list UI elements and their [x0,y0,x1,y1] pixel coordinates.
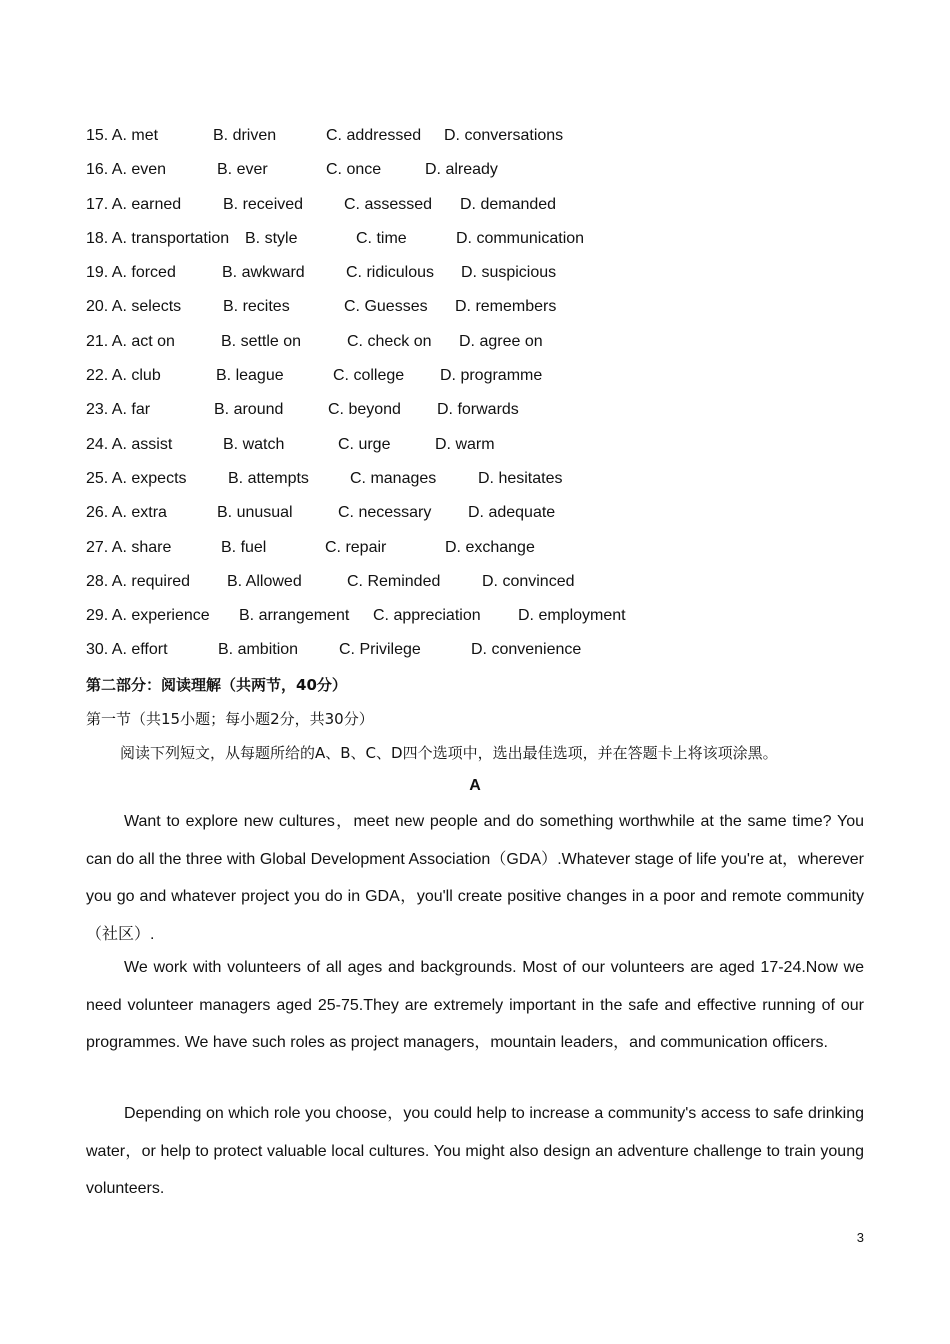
option-b: B. style [245,229,298,247]
option-a: 23. A. far [86,401,151,419]
passage-paragraph-3 [86,1095,864,1208]
option-d: D. conversations [444,127,564,144]
option-b: B. Allowed [227,572,302,590]
passage-paragraph-1 [86,803,864,953]
option-a: 18. A. transportation [86,229,230,247]
instruction-text: 阅读下列短文，从每题所给的A、B、C、D四个选项中，选出最佳选项，并在答题卡上将该项涂黑。 [120,744,778,762]
option-a: 24. A. assist [86,435,173,453]
option-c: C. college [333,367,405,385]
option-d: D. convinced [482,572,575,590]
option-c: C. manages [350,469,437,487]
option-a: 16. A. even [86,161,167,179]
option-c: C. repair [325,538,387,556]
option-d: D. programme [440,367,543,385]
option-b: B. attempts [228,469,309,487]
option-d: D. convenience [471,641,582,659]
option-b: B. league [216,367,284,385]
option-b: B. awkward [222,264,305,282]
option-d: D. remembers [455,298,557,316]
option-a: 30. A. effort [86,641,168,659]
option-c: C. Privilege [339,641,421,659]
option-c: C. urge [338,435,391,453]
option-c: C. check on [347,332,432,350]
paragraph-text: Want to explore new cultures，meet new people and do something worthwhile at the same time? You can do all the three with Global Development Association（GDA）.Whatever stage of life you're at，wherever you go and whatever project you do in GDA，you'll create positive changes in a poor and remote community（社区）. [86,813,864,943]
option-d: D. employment [518,607,626,625]
option-a: 15. A. met [86,127,159,144]
option-c: C. time [356,229,407,247]
option-b: B. arrangement [239,607,350,625]
option-c: C. necessary [338,504,432,522]
option-a: 27. A. share [86,538,172,556]
page-number: 3 [856,1230,864,1245]
option-b: B. settle on [221,332,302,350]
option-d: D. communication [456,229,585,247]
option-b: B. ambition [218,641,299,659]
option-b: B. around [214,401,284,419]
section-title: 第二部分：阅读理解（共两节，40分） [86,676,347,694]
option-b: B. fuel [221,538,267,556]
section-subtitle: 第一节（共15小题；每小题2分，共30分） [86,710,374,728]
option-d: D. hesitates [478,469,563,487]
option-d: D. demanded [460,195,557,213]
option-a: 29. A. experience [86,607,210,625]
option-b: B. watch [223,435,285,453]
option-a: 22. A. club [86,367,161,385]
option-b: B. recites [223,298,290,316]
option-d: D. adequate [468,504,556,522]
option-b: B. ever [217,161,268,179]
option-d: D. already [425,161,498,179]
option-c: C. beyond [328,401,401,419]
option-d: D. suspicious [461,264,557,282]
option-d: D. agree on [459,332,543,350]
option-c: C. ridiculous [346,264,435,282]
option-c: C. addressed [326,127,422,144]
passage-paragraph-2 [86,949,864,1062]
option-a: 26. A. extra [86,504,167,522]
option-a: 28. A. required [86,572,191,590]
option-a: 25. A. expects [86,469,187,487]
option-a: 17. A. earned [86,195,182,213]
option-b: B. driven [213,127,277,144]
paragraph-text: Depending on which role you choose，you could help to increase a community's access to safe drinking water，or help to protect valuable local cultures. You might also design an adventure challenge to train young volunteers. [86,1105,864,1197]
option-d: D. exchange [445,538,535,556]
option-a: 21. A. act on [86,332,175,350]
option-d: D. forwards [437,401,519,419]
passage-label: A [469,777,481,794]
option-b: B. unusual [217,504,293,522]
option-b: B. received [223,195,304,213]
option-c: C. appreciation [373,607,481,625]
option-a: 20. A. selects [86,298,182,316]
option-c: C. Reminded [347,572,441,590]
option-c: C. Guesses [344,298,428,316]
option-d: D. warm [435,435,495,453]
paragraph-text: We work with volunteers of all ages and backgrounds. Most of our volunteers are aged 17-24.Now we need volunteer managers aged 25-75.They are extremely important in the safe and effective running of our programmes. We have such roles as project managers，mountain leaders，and communication officers. [86,959,864,1051]
option-c: C. once [326,161,382,179]
option-a: 19. A. forced [86,264,176,282]
option-c: C. assessed [344,195,433,213]
